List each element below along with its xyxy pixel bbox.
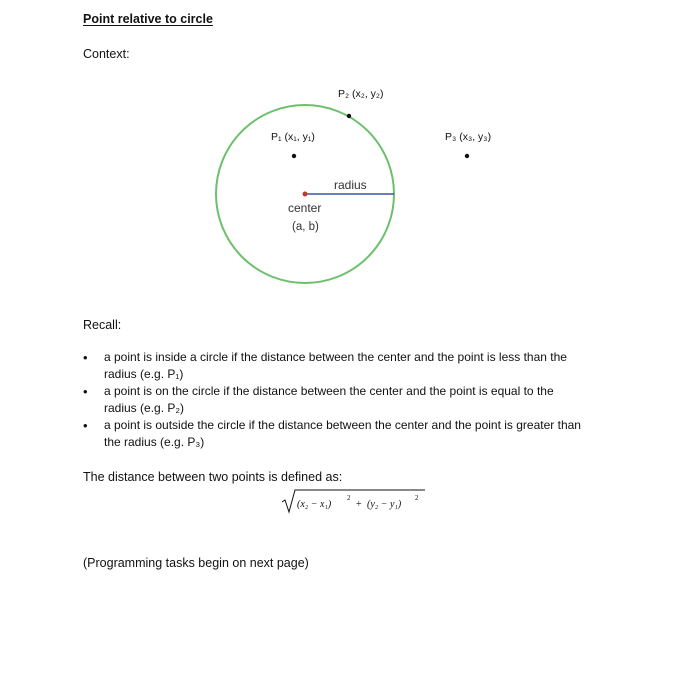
center-label: center <box>288 201 322 215</box>
radius-label: radius <box>334 178 367 192</box>
p3-label: P₃ (x₃, y₃) <box>445 131 492 143</box>
distance-formula <box>280 488 430 516</box>
recall-label: Recall: <box>83 318 122 332</box>
p1-label: P₁ (x₁, y₁) <box>271 131 315 143</box>
p2-point <box>347 114 351 118</box>
p1-point <box>292 154 296 158</box>
list-item <box>83 383 623 417</box>
bullet-text: a point is on the circle if the distance between the center and the point is equal to the <box>104 384 554 398</box>
page-title: Point relative to circle <box>83 12 213 26</box>
bullet-icon: • <box>83 384 88 399</box>
formula-x-term: (x₂ − x₁) <box>297 499 332 510</box>
bullet-text: a point is outside the circle if the distance between the center and the point is greater than <box>104 418 581 432</box>
list-item <box>83 417 623 451</box>
programming-note: (Programming tasks begin on next page) <box>83 556 309 570</box>
p3-point <box>465 154 469 158</box>
context-label: Context: <box>83 47 130 61</box>
bullet-icon: • <box>83 418 88 433</box>
formula-y-term: (y₂ − y₁) <box>367 499 402 510</box>
list-item <box>83 349 623 383</box>
bullet-icon: • <box>83 350 88 365</box>
center-point <box>303 192 308 197</box>
circle-diagram <box>0 0 700 310</box>
bullet-text: a point is inside a circle if the distance between the center and the point is less than the <box>104 350 567 364</box>
p2-label: P₂ (x₂, y₂) <box>338 88 384 100</box>
bullet-text: radius (e.g. P₂) <box>104 401 185 415</box>
bullet-text: radius (e.g. P₁) <box>104 367 184 381</box>
bullet-text: the radius (e.g. P₃) <box>104 435 205 449</box>
formula-x-exponent: 2 <box>347 494 351 502</box>
distance-definition: The distance between two points is defined as: <box>83 470 343 484</box>
recall-list <box>83 349 623 451</box>
center-coords-label: (a, b) <box>292 221 319 233</box>
formula-plus: + <box>356 499 362 510</box>
formula-y-exponent: 2 <box>415 494 419 502</box>
